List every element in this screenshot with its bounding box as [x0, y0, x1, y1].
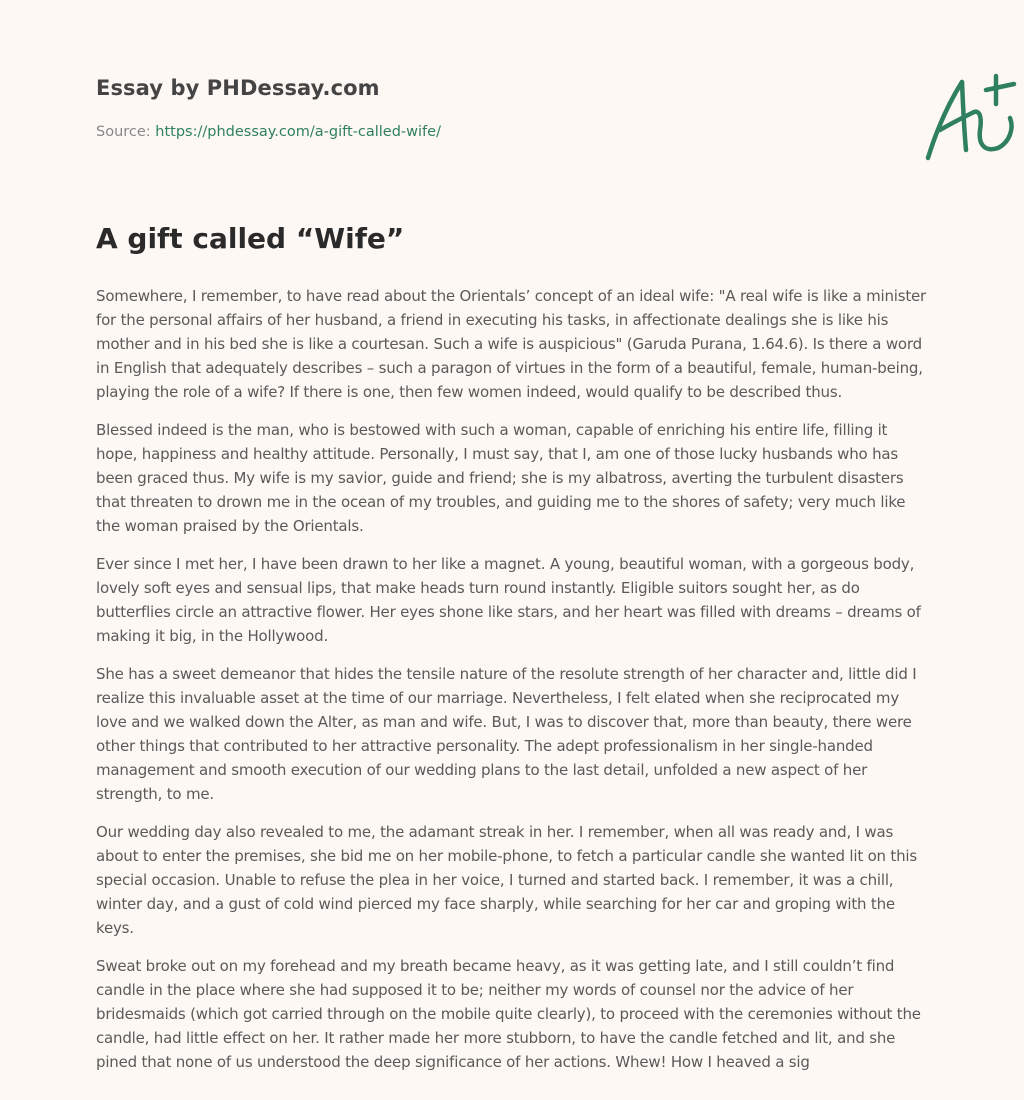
article-title: A gift called “Wife”	[96, 222, 405, 255]
article-paragraph: Sweat broke out on my forehead and my breath became heavy, as it was getting late, and I still couldn’t find candle in the place where she had supposed it to be; neither my words of counsel nor the advice of her bridesmaids (which got carried through on the mobile quite clearly), to proceed with the ceremonies without the candle, had little effect on her. It rather made her more stubborn, to have the candle fetched and lit, and she pined that none of us understood the deep significance of her actions. Whew! How I heaved a sig	[96, 957, 921, 1071]
a-plus-logo-icon	[916, 66, 1024, 166]
article-body	[96, 284, 932, 1088]
article-paragraph: Blessed indeed is the man, who is bestowed with such a woman, capable of enriching his entire life, filling it hope, happiness and healthy attitude. Personally, I must say, that I, am one of those lucky husbands who has been graced thus. My wife is my savior, guide and friend; she is my albatross, averting the turbulent disasters that threaten to drown me in the ocean of my troubles, and guiding me to the shores of safety; very much like the woman praised by the Orientals.	[96, 421, 906, 535]
source-line	[96, 124, 441, 140]
article-paragraph: Somewhere, I remember, to have read about the Orientals’ concept of an ideal wife: "A real wife is like a minister for the personal affairs of her husband, a friend in executing his tasks, in affectionate dealings she is like his mother and in his bed she is like a courtesan. Such a wife is auspicious" (Garuda Purana, 1.64.6). Is there a word in English that adequately describes – such a paragon of virtues in the form of a beautiful, female, human-being, playing the role of a wife? If there is one, then few women indeed, would qualify to be described thus.	[96, 287, 927, 401]
source-label: Source:	[96, 124, 156, 140]
article-paragraph: Ever since I met her, I have been drawn to her like a magnet. A young, beautiful woman, with a gorgeous body, lovely soft eyes and sensual lips, that make heads turn round instantly. Eligible suitors sought her, as do butterflies circle an attractive flower. Her eyes shone like stars, and her heart was filled with dreams – dreams of making it big, in the Hollywood.	[96, 555, 921, 645]
article-paragraph: She has a sweet demeanor that hides the tensile nature of the resolute strength of her character and, little did I realize this invaluable asset at the time of our marriage. Nevertheless, I felt elated when she reciprocated my love and we walked down the Alter, as man and wife. But, I was to discover that, more than beauty, there were other things that contributed to her attractive personality. The adept professionalism in her single-handed management and smooth execution of our wedding plans to the last detail, unfolded a new aspect of her strength, to me.	[96, 665, 917, 803]
source-link[interactable]: https://phdessay.com/a-gift-called-wife/	[155, 124, 441, 140]
article-paragraph: Our wedding day also revealed to me, the adamant streak in her. I remember, when all was ready and, I was about to enter the premises, she bid me on her mobile-phone, to fetch a particular candle she wanted lit on this special occasion. Unable to refuse the plea in her voice, I turned and started back. I remember, it was a chill, winter day, and a gust of cold wind pierced my face sharply, while searching for her car and groping with the keys.	[96, 823, 917, 937]
site-name: Essay by PHDessay.com	[96, 76, 380, 100]
